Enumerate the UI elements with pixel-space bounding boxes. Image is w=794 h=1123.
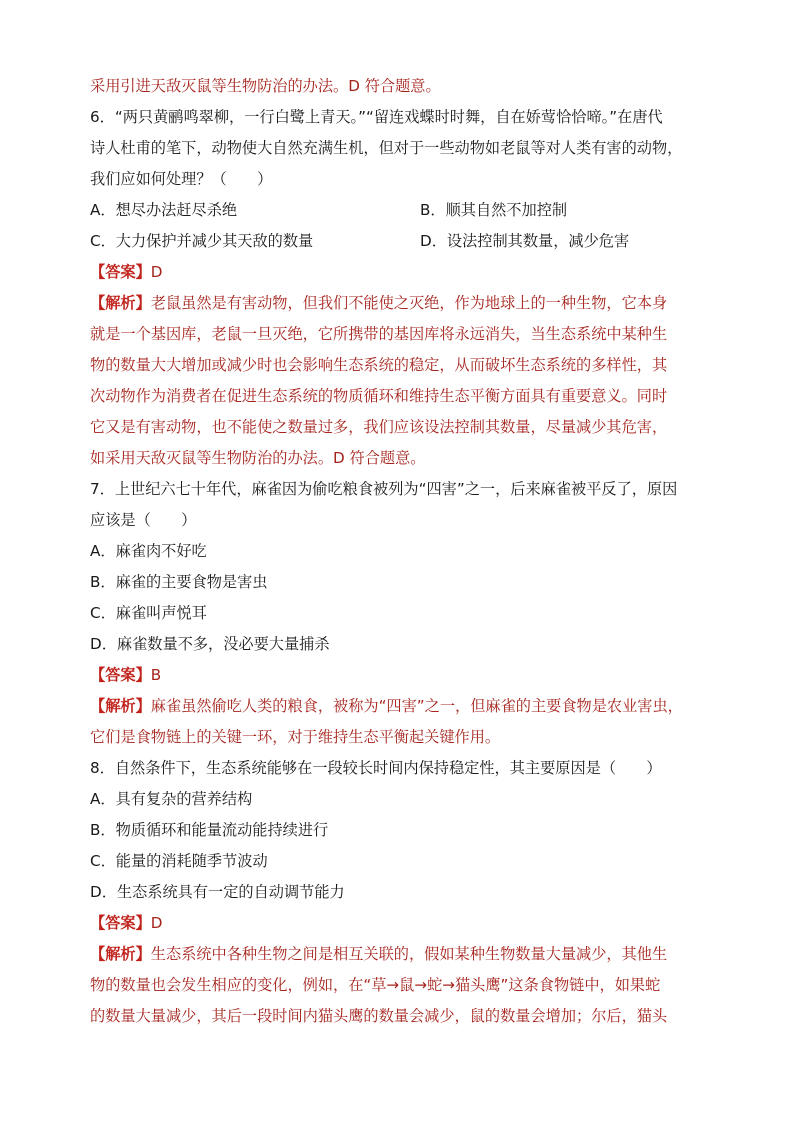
question-7-explanation-line-1 [90, 696, 683, 716]
answer-tag: 【答案】 [90, 914, 151, 932]
answer-value: D [150, 263, 163, 281]
question-6-explanation-line-5: 它又是有害动物，也不能使之数量过多，我们应该设法控制其数量，尽量减少其危害， [90, 418, 668, 436]
question-6-option-b: B．顺其自然不加控制 [420, 201, 568, 219]
question-7-line-1: 7．上世纪六七十年代，麻雀因为偷吃粮食被列为“四害”之一，后来麻雀被平反了，原因 [90, 480, 678, 498]
question-6-option-d: D．设法控制其数量，减少危害 [420, 232, 630, 250]
question-7-line-2: 应该是（ ） [90, 511, 197, 529]
question-8-explanation-line-1 [90, 944, 667, 964]
question-8-explanation-line-2: 物的数量也会发生相应的变化，例如，在“草→鼠→蛇→猫头鹰”这条食物链中，如果蛇 [90, 976, 661, 994]
question-8-option-d: D．生态系统具有一定的自动调节能力 [90, 883, 345, 901]
explanation-text: 麻雀虽然偷吃人类的粮食，被称为“四害”之一，但麻雀的主要食物是农业害虫， [150, 697, 683, 715]
question-6-line-1: 6．“两只黄鹂鸣翠柳，一行白鹭上青天。”“留连戏蝶时时舞，自在娇莺恰恰啼。”在唐代 [90, 108, 663, 126]
question-6-option-a: A．想尽办法赶尽杀绝 [90, 201, 238, 219]
question-8-explanation-line-3: 的数量大量减少，其后一段时间内猫头鹰的数量会减少，鼠的数量会增加；尔后，猫头 [90, 1007, 668, 1025]
explanation-text: 生态系统中各种生物之间是相互关联的，假如某种生物数量大量减少，其他生 [150, 945, 668, 963]
question-7-option-c: C．麻雀叫声悦耳 [90, 604, 207, 622]
question-6-explanation-line-6: 如采用天敌灭鼠等生物防治的办法。D 符合题意。 [90, 449, 426, 467]
question-7-option-d: D．麻雀数量不多，没必要大量捕杀 [90, 635, 330, 653]
explanation-tag: 【解析】 [90, 294, 151, 312]
question-6-explanation-line-1 [90, 293, 667, 313]
explanation-tag: 【解析】 [90, 945, 151, 963]
explanation-tag: 【解析】 [90, 697, 151, 715]
question-6-explanation-line-2: 就是一个基因库，老鼠一旦灭绝，它所携带的基因库将永远消失，当生态系统中某种生 [90, 325, 668, 343]
question-6-explanation-line-3: 物的数量大大增加或减少时也会影响生态系统的稳定，从而破坏生态系统的多样性，其 [90, 356, 668, 374]
question-6-line-3: 我们应如何处理？（ ） [90, 170, 273, 188]
explanation-text: 老鼠虽然是有害动物，但我们不能使之灭绝，作为地球上的一种生物，它本身 [150, 294, 668, 312]
question-7-option-b: B．麻雀的主要食物是害虫 [90, 573, 268, 591]
question-7-option-a: A．麻雀肉不好吃 [90, 542, 207, 560]
answer-tag: 【答案】 [90, 263, 151, 281]
question-6-explanation-line-4: 次动物作为消费者在促进生态系统的物质循环和维持生态平衡方面具有重要意义。同时 [90, 387, 668, 405]
question-7-explanation-line-2: 它们是食物链上的关键一环，对于维持生态平衡起关键作用。 [90, 728, 501, 746]
question-8-line-1: 8．自然条件下，生态系统能够在一段较长时间内保持稳定性，其主要原因是（ ） [90, 759, 662, 777]
question-7-answer [90, 665, 161, 685]
answer-tag: 【答案】 [90, 666, 151, 684]
answer-value: D [150, 914, 163, 932]
question-6-answer [90, 262, 162, 282]
continued-explanation-line: 采用引进天敌灭鼠等生物防治的办法。D 符合题意。 [90, 77, 441, 95]
question-8-option-a: A．具有复杂的营养结构 [90, 790, 253, 808]
question-6-option-c: C．大力保护并减少其天敌的数量 [90, 232, 314, 250]
question-8-option-c: C．能量的消耗随季节波动 [90, 852, 268, 870]
answer-value: B [150, 666, 162, 684]
question-8-option-b: B．物质循环和能量流动能持续进行 [90, 821, 329, 839]
question-6-line-2: 诗人杜甫的笔下，动物使大自然充满生机，但对于一些动物如老鼠等对人类有害的动物， [90, 139, 683, 157]
question-8-answer [90, 913, 162, 933]
